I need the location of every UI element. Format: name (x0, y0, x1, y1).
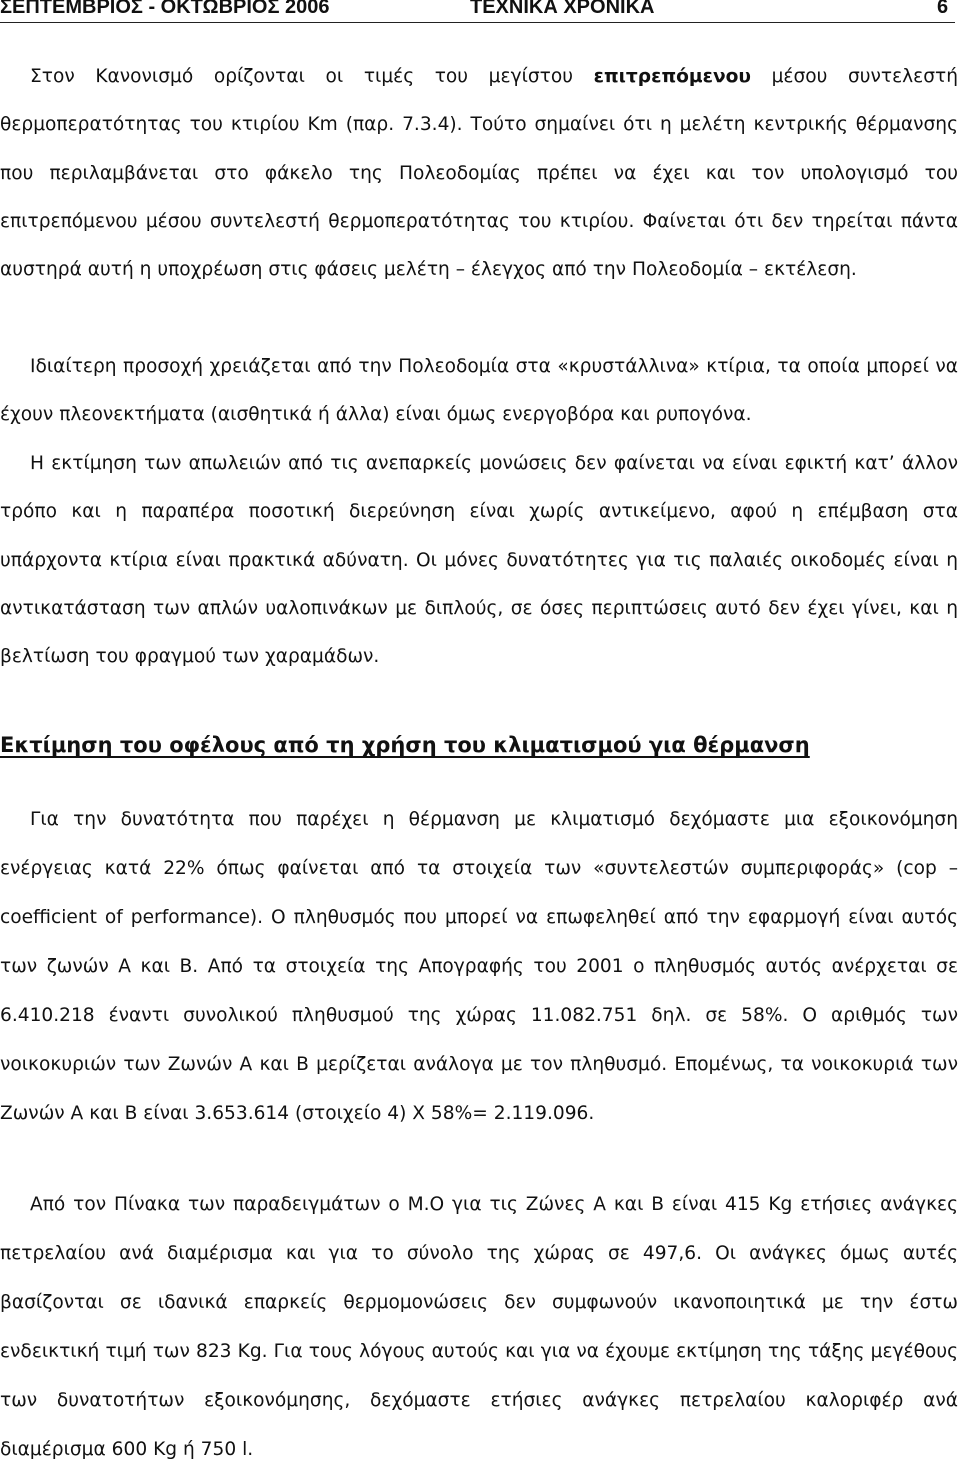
paragraph-insulation-losses: Η εκτίμηση των απωλειών από τις ανεπαρκείς μονώσεις δεν φαίνεται να είναι εφικτή κατ’ άλλον τρόπο και η παραπέρα ποσοτική διερεύνηση είναι χωρίς αντικείμενο, αφού η επέμβαση στα υπάρχοντα κτίρια είναι πρακτικά αδύνατη. Οι μόνες δυνατότητες για τις παλαιές οικοδομές είναι η αντικατάσταση των απλών υαλοπινάκων με διπλούς, σε όσες περιπτώσεις αυτό δεν έχει γίνει, και η βελτίωση του φραγμού των χαραμάδων. (0, 453, 958, 668)
header-page-number: 6 (937, 0, 949, 18)
paragraph-text: μέσου συντελεστή θερμοπερατότητας του κτιρίου Km (παρ. 7.3.4). Τούτο σημαίνει ότι η μελέτη κεντρικής θέρμανσης που περιλαμβάνεται στο φάκελο της Πολεοδομίας πρέπει να έχει και τον υπολογισμό του επιτρεπόμενου μέσου συντελεστή θερμοπερατότητας του κτιρίου. Φαίνεται ότι δεν τηρείται πάντα αυστηρά αυτή η υποχρέωση στις φάσεις μελέτη – έλεγχος από την Πολεοδομία – εκτέλεση. (0, 66, 958, 281)
paragraph-oil-needs: Από τον Πίνακα των παραδειγμάτων ο Μ.Ο για τις Ζώνες Α και Β είναι 415 Kg ετήσιες ανάγκες πετρελαίου ανά διαμέρισμα και για το σύνολο της χώρας σε 497,6. Οι ανάγκες όμως αυτές βασίζονται σε ιδανικά επαρκείς θερμομονώσεις δεν συμφωνούν ικανοποιητικά με την έστω ενδεικτική τιμή των 823 Kg. Για τους λόγους αυτούς και για να έχουμε εκτίμηση της τάξης μεγέθους των δυνατοτήτων εξοικονόμησης, δεχόμαστε ετήσιες ανάγκες πετρελαίου καλοριφέρ ανά διαμέρισμα 600 Kg ή 750 l. (0, 1194, 958, 1460)
section-heading: Εκτίμηση του οφέλους από τη χρήση του κλιματισμού για θέρμανση (0, 733, 810, 757)
paragraph-energy-savings: Για την δυνατότητα που παρέχει η θέρμανση με κλιματισμό δεχόμαστε μια εξοικονόμηση ενέργειας κατά 22% όπως φαίνεται από τα στοιχεία των «συντελεστών συμπεριφοράς» (cop – coefficient of performance). Ο πληθυσμός που μπορεί να επωφεληθεί από την εφαρμογή είναι αυτός των ζωνών Α και Β. Από τα στοιχεία της Απογραφής του 2001 ο πληθυσμός αυτός ανέρχεται σε 6.410.218 έναντι συνολικού πληθυσμού της χώρας 11.082.751 δηλ. σε 58%. Ο αριθμός των νοικοκυριών των Ζωνών Α και Β μερίζεται ανάλογα με τον πληθυσμό. Επομένως, τα νοικοκυριά των Ζωνών Α και Β είναι 3.653.614 (στοιχείο 4) Χ 58%= 2.119.096. (0, 809, 958, 1124)
paragraph-glass-buildings: Ιδιαίτερη προσοχή χρειάζεται από την Πολεοδομία στα «κρυστάλλινα» κτίρια, τα οποία μπορεί να έχουν πλεονεκτήματα (αισθητικά ή άλλα) είναι όμως ενεργοβόρα και ρυπογόνα. (0, 356, 958, 426)
emphasis-text: επιτρεπόμενου (593, 66, 751, 87)
paragraph-km-regulation (0, 53, 958, 294)
paragraph-text: Στον Κανονισμό ορίζονται οι τιμές του μεγίστου (30, 66, 594, 87)
page-header (0, 0, 955, 23)
header-issue-date: ΣΕΠΤΕΜΒΡΙΟΣ - ΟΚΤΩΒΡΙΟΣ 2006 (0, 0, 330, 18)
header-journal-title: ΤΕΧΝΙΚΑ ΧΡΟΝΙΚΑ (470, 0, 655, 18)
